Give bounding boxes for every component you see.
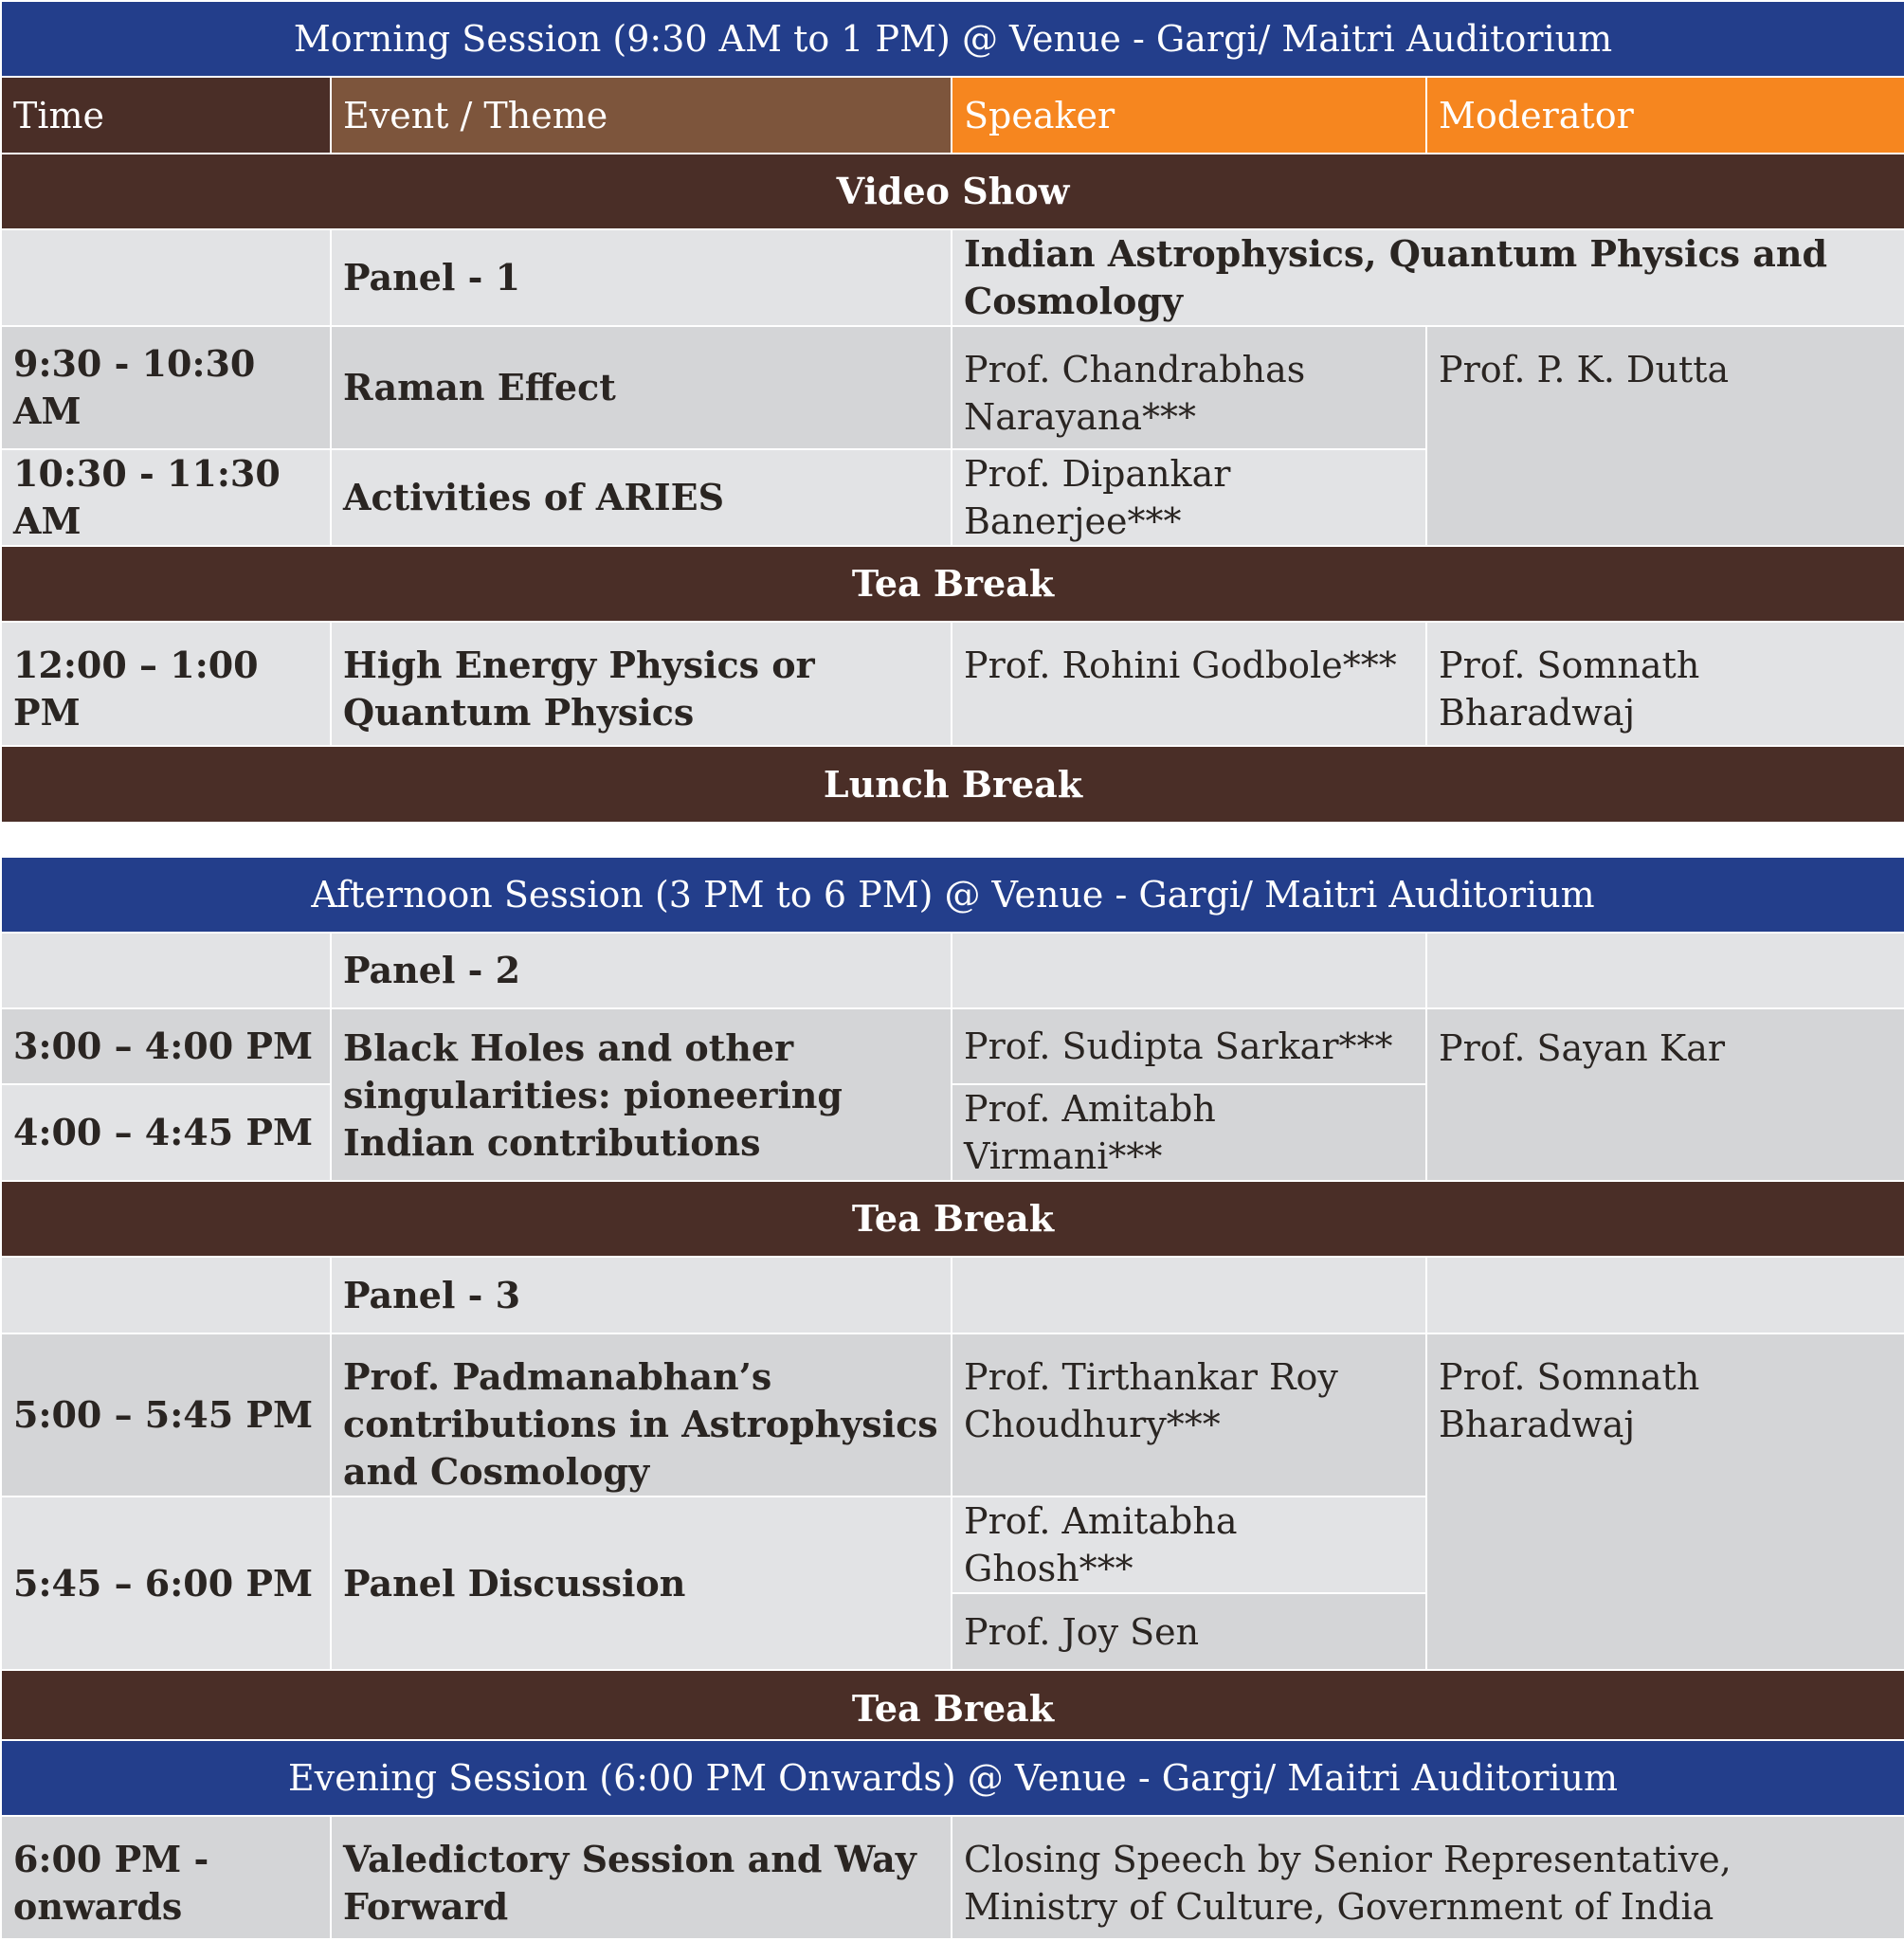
tea-break-bar-3: Tea Break bbox=[1, 1670, 1904, 1747]
afternoon-moderator-3: Prof. Somnath Bharadwaj bbox=[1426, 1333, 1904, 1670]
morning-session-table bbox=[0, 0, 1904, 824]
row1-time: 9:30 - 10:30 AM bbox=[1, 326, 331, 449]
panel1-label: Panel - 1 bbox=[331, 229, 952, 326]
row3-speaker: Prof. Rohini Godbole*** bbox=[952, 622, 1426, 746]
panel1-time-cell bbox=[1, 229, 331, 326]
panel1-theme: Indian Astrophysics, Quantum Physics and Cosmology bbox=[952, 229, 1904, 326]
row5-event: Prof. Padmanabhan’s contributions in Astrophysics and Cosmology bbox=[331, 1333, 952, 1497]
header-moderator: Moderator bbox=[1426, 77, 1904, 154]
evening-session-title: Evening Session (6:00 PM Onwards) @ Venue - Gargi/ Maitri Auditorium bbox=[1, 1740, 1904, 1816]
row3-moderator: Prof. Somnath Bharadwaj bbox=[1426, 622, 1904, 746]
panel2-time-cell bbox=[1, 933, 331, 1008]
panel2-moderator-cell bbox=[1426, 933, 1904, 1008]
panel3-moderator-cell bbox=[1426, 1257, 1904, 1333]
row5-speaker: Prof. Tirthankar Roy Choudhury*** bbox=[952, 1333, 1426, 1497]
row2-speaker: Prof. Dipankar Banerjee*** bbox=[952, 449, 1426, 546]
row5a-speaker: Prof. Amitabh Virmani*** bbox=[952, 1084, 1426, 1181]
row6-speaker-1: Prof. Amitabha Ghosh*** bbox=[952, 1497, 1426, 1593]
panel3-time-cell bbox=[1, 1257, 331, 1333]
lunch-break-bar: Lunch Break bbox=[1, 746, 1904, 823]
evening-session-table bbox=[0, 1739, 1904, 1940]
morning-moderator-1: Prof. P. K. Dutta bbox=[1426, 326, 1904, 546]
video-show-bar: Video Show bbox=[1, 154, 1904, 229]
row1-event: Raman Effect bbox=[331, 326, 952, 449]
morning-session-title: Morning Session (9:30 AM to 1 PM) @ Venue - Gargi/ Maitri Auditorium bbox=[1, 1, 1904, 77]
row2-event: Activities of ARIES bbox=[331, 449, 952, 546]
tea-break-bar: Tea Break bbox=[1, 546, 1904, 622]
tea-break-bar-2: Tea Break bbox=[1, 1181, 1904, 1257]
row3-time: 12:00 – 1:00 PM bbox=[1, 622, 331, 746]
row5-time: 5:00 – 5:45 PM bbox=[1, 1333, 331, 1497]
panel3-label: Panel - 3 bbox=[331, 1257, 952, 1333]
header-speaker: Speaker bbox=[952, 77, 1426, 154]
panel2-speaker-cell bbox=[952, 933, 1426, 1008]
row4-event: Black Holes and other singularities: pioneering Indian contributions bbox=[331, 1008, 952, 1181]
panel2-label: Panel - 2 bbox=[331, 933, 952, 1008]
row2-time: 10:30 - 11:30 AM bbox=[1, 449, 331, 546]
row3-event: High Energy Physics or Quantum Physics bbox=[331, 622, 952, 746]
row7-time: 6:00 PM - onwards bbox=[1, 1816, 331, 1939]
afternoon-moderator-2: Prof. Sayan Kar bbox=[1426, 1008, 1904, 1181]
panel3-speaker-cell bbox=[952, 1257, 1426, 1333]
row6-time: 5:45 – 6:00 PM bbox=[1, 1497, 331, 1670]
row7-event: Valedictory Session and Way Forward bbox=[331, 1816, 952, 1939]
row6-event: Panel Discussion bbox=[331, 1497, 952, 1670]
row6-speaker-2: Prof. Joy Sen bbox=[952, 1593, 1426, 1670]
header-time: Time bbox=[1, 77, 331, 154]
row4-speaker: Prof. Sudipta Sarkar*** bbox=[952, 1008, 1426, 1084]
afternoon-session-table bbox=[0, 856, 1904, 1748]
header-event-theme: Event / Theme bbox=[331, 77, 952, 154]
afternoon-session-title: Afternoon Session (3 PM to 6 PM) @ Venue - Gargi/ Maitri Auditorium bbox=[1, 857, 1904, 933]
row5a-time: 4:00 – 4:45 PM bbox=[1, 1084, 331, 1181]
row7-speaker: Closing Speech by Senior Representative, Ministry of Culture, Government of India bbox=[952, 1816, 1904, 1939]
row4-time: 3:00 – 4:00 PM bbox=[1, 1008, 331, 1084]
row1-speaker: Prof. Chandrabhas Narayana*** bbox=[952, 326, 1426, 449]
